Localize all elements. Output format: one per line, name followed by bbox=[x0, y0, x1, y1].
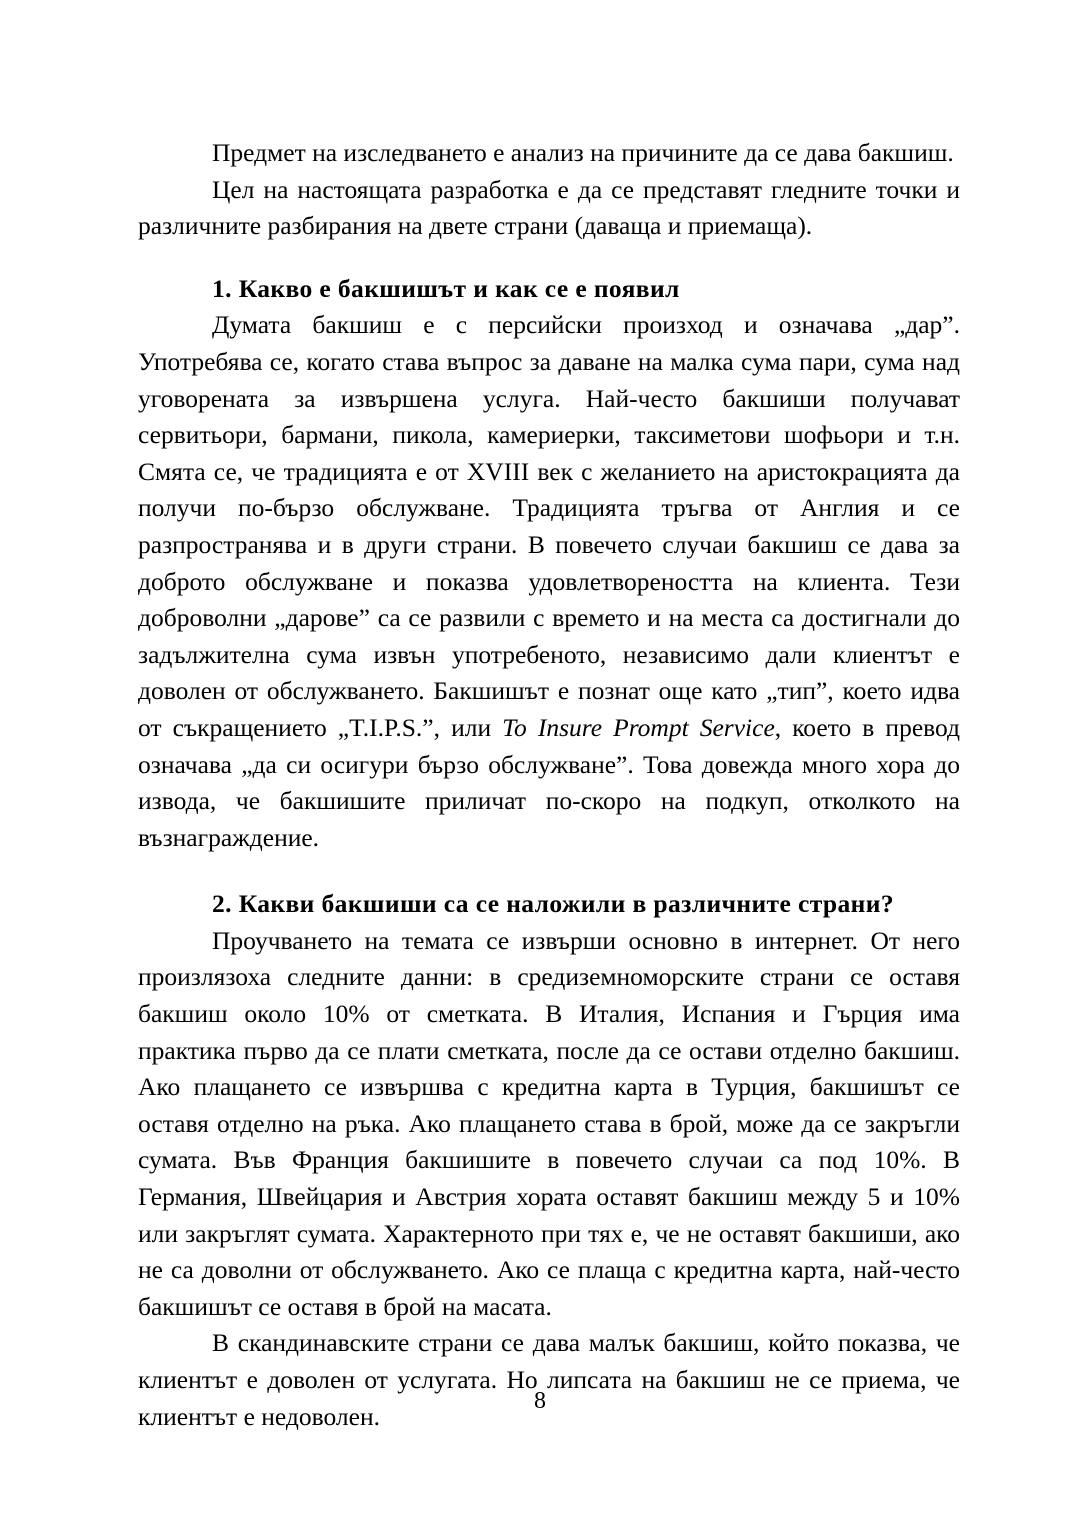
spacer bbox=[138, 245, 960, 271]
heading-section-1: 1. Какво е бакшишът и как се е появил bbox=[212, 273, 680, 303]
heading-section-2: 2. Какви бакшиши са се наложили в различните страни? bbox=[212, 889, 894, 919]
paragraph-goal: Цел на настоящата разработка е да се представят гледните точки и различните разбирания на двете страни (даваща и приемаща). bbox=[138, 174, 960, 241]
paragraph-scandinavia: В скандинавските страни се дава малък бакшиш, който показва, че клиентът е доволен от услугата. Но липсата на бакшиш не се приема, че клиентът е недоволен. bbox=[138, 1328, 960, 1431]
paragraph-definition bbox=[138, 307, 960, 856]
paragraph-definition-italic: To Insure Prompt Service bbox=[502, 712, 775, 742]
paragraph-definition-part1: Думата бакшиш е с персийски произход и означава „дар”. Употребява се, когато става въпрос за даване на малка сума пари, сума над уговорената за извършена услуга. Най-често бакшиши получават сервитьори, бармани, пикола, камериерки, таксиметови шофьори и т.н. Смята се, че традицията е от XVIII век с желанието на аристокрацията да получи по-бързо обслужване. Традицията тръгва от Англия и се разпространява и в други страни. В повечето случаи бакшиш се дава за доброто обслужване и показва удовлетвореността на клиента. Тези доброволни „дарове” са се развили с времето и на места са достигнали до задължителна сума извън употребеното, независимо дали клиентът е доволен от обслужването. Бакшишът е познат още като „тип”, което идва от съкращението „T.I.P.S.”, или bbox=[138, 310, 960, 742]
page-number: 8 bbox=[534, 1388, 546, 1414]
paragraph-definition-part2: , което в превод означава „да си осигури бързо обслужване”. Това довежда много хора до извода, че бакшишите приличат по-скоро на подкуп, отколкото на възнаграждение. bbox=[138, 712, 960, 852]
paragraph-subject: Предмет на изследването е анализ на причините да се дава бакшиш. bbox=[212, 138, 954, 167]
page-content bbox=[138, 135, 960, 1435]
spacer bbox=[138, 856, 960, 886]
paragraph-countries: Проучването на темата се извърши основно в интернет. От него произлязоха следните данни: в средиземноморските страни се оставя бакшиш около 10% от сметката. В Италия, Испания и Гърция има практика първо да се плати сметката, после да се остави отделно бакшиш. Ако плащането се извършва с кредитна карта в Турция, бакшишът се оставя отделно на ръка. Ако плащането става в брой, може да се закръгли сумата. Във Франция бакшишите в повечето случаи са под 10%. В Германия, Швейцария и Австрия хората оставят бакшиш между 5 и 10% или закръглят сумата. Характерното при тях е, че не оставят бакшиши, ако не са доволни от обслужването. Ако се плаща с кредитна карта, най-често бакшишът се оставя в брой на масата. bbox=[138, 925, 960, 1321]
